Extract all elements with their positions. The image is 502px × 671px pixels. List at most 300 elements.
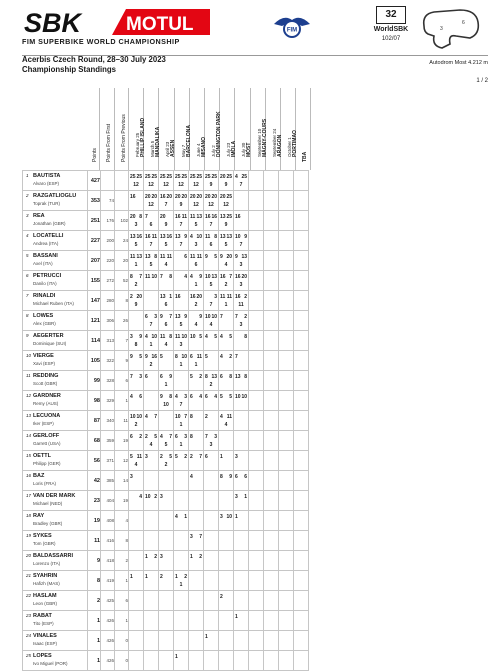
race2-points: 9 <box>139 334 142 340</box>
round-result-cell <box>234 191 249 211</box>
rider-name: RAY <box>33 513 45 519</box>
race1-points: 9 <box>205 254 208 260</box>
race1-points: 7 <box>160 274 163 280</box>
round-result-cell <box>234 331 249 351</box>
round-result-cell <box>159 511 174 531</box>
race1-points: 13 <box>160 234 166 240</box>
table-row <box>23 531 309 551</box>
superpole-race-points: 3 <box>209 442 213 448</box>
rider-name: LOPES <box>33 653 52 659</box>
gap-previous-cell: 24 <box>115 231 129 251</box>
gap-previous-cell: 20 <box>115 251 129 271</box>
race1-points: 16 <box>145 234 151 240</box>
table-row <box>23 251 309 271</box>
round-date: February 25 <box>135 132 141 157</box>
race2-points: 8 <box>244 374 247 380</box>
race1-points: 1 <box>130 574 133 580</box>
race1-points: 20 <box>145 194 151 200</box>
rider-firstname-nation: Isaac (ESP) <box>33 641 58 646</box>
round-result-cell <box>234 351 249 371</box>
race2-points: 7 <box>169 434 172 440</box>
round-column-header <box>144 88 162 170</box>
race1-points: 3 <box>235 454 238 460</box>
race1-points: 3 <box>160 554 163 560</box>
page-title: Championship Standings <box>22 65 116 74</box>
race1-points: 8 <box>130 274 133 280</box>
rider-position: 20 <box>26 553 32 558</box>
round-result-cell <box>144 611 159 631</box>
round-result-cell <box>159 411 174 431</box>
round-result-cell <box>234 211 249 231</box>
race2-points: 20 <box>226 254 232 260</box>
rider-firstname-nation: Leon (GBR) <box>33 601 58 606</box>
gap-previous-cell: 0 <box>115 631 129 651</box>
round-result-cell <box>129 291 144 311</box>
race1-points: 7 <box>205 434 208 440</box>
race2-points: 5 <box>229 334 232 340</box>
round-result-cell <box>189 631 204 651</box>
rider-position: 4 <box>26 233 29 238</box>
race1-points: 6 <box>220 374 223 380</box>
round-result-cell <box>189 171 204 191</box>
rider-cell <box>23 511 88 531</box>
rider-firstname-nation: Lorenzo (ITA) <box>33 561 61 566</box>
round-result-cell <box>264 391 279 411</box>
round-result-cell <box>204 231 219 251</box>
round-result-cell <box>279 611 294 631</box>
round-name: BARCELONA <box>185 124 192 157</box>
race1-points: 6 <box>205 454 208 460</box>
gap-first-cell: 404 <box>101 491 115 511</box>
race1-points: 13 <box>160 294 166 300</box>
race1-points: 11 <box>190 254 196 260</box>
rider-position: 16 <box>26 473 32 478</box>
race1-points: 5 <box>190 374 193 380</box>
round-result-cell <box>144 471 159 491</box>
race2-points: 4 <box>184 274 187 280</box>
race2-points: 11 <box>196 354 202 360</box>
round-result-cell <box>234 611 249 631</box>
race2-points: 3 <box>184 434 187 440</box>
gap-first-cell: 426 <box>101 631 115 651</box>
round-result-cell <box>159 351 174 371</box>
round-result-cell <box>204 571 219 591</box>
superpole-race-points: 1 <box>179 422 183 428</box>
round-result-cell <box>249 331 264 351</box>
round-result-cell <box>234 251 249 271</box>
round-result-cell <box>159 331 174 351</box>
svg-text:FIM: FIM <box>286 27 298 34</box>
race2-points: 20 <box>181 194 187 200</box>
race1-points: 2 <box>130 294 133 300</box>
points-cell: 114 <box>88 331 101 351</box>
round-result-cell <box>159 591 174 611</box>
race1-points: 1 <box>145 554 148 560</box>
round-result-cell <box>264 431 279 451</box>
round-column-header <box>266 88 281 170</box>
race2-points: 13 <box>136 254 142 260</box>
round-result-cell <box>294 291 309 311</box>
table-row <box>23 391 309 411</box>
superpole-race-points: 4 <box>224 262 228 268</box>
race2-points: 1 <box>169 294 172 300</box>
rider-firstname-nation: Bradley (GBR) <box>33 521 63 526</box>
race2-points: 13 <box>241 254 247 260</box>
rider-cell <box>23 291 88 311</box>
rider-name: HASLAM <box>33 593 57 599</box>
gap-first-cell: 306 <box>101 311 115 331</box>
rider-cell <box>23 251 88 271</box>
race1-points: 13 <box>235 374 241 380</box>
round-result-cell <box>279 291 294 311</box>
race1-points: 13 <box>220 234 226 240</box>
round-column-header <box>281 88 299 170</box>
rider-name: BAUTISTA <box>33 173 61 179</box>
rider-position: 9 <box>26 333 29 338</box>
race2-points: 25 <box>166 174 172 180</box>
gap-previous-cell: 52 <box>115 271 129 291</box>
round-result-cell <box>249 291 264 311</box>
race1-points: 4 <box>175 394 178 400</box>
round-result-cell <box>159 531 174 551</box>
rider-name: VAN DER MARK <box>33 493 76 499</box>
round-result-cell <box>189 251 204 271</box>
round-result-cell <box>159 451 174 471</box>
race1-points: 25 <box>130 174 136 180</box>
superpole-race-points: 9 <box>179 202 183 208</box>
rider-position: 19 <box>26 533 32 538</box>
race1-points: 4 <box>190 274 193 280</box>
table-row <box>23 291 309 311</box>
race2-points: 7 <box>169 314 172 320</box>
rider-firstname-nation: Loris (FRA) <box>33 481 57 486</box>
round-result-cell <box>279 391 294 411</box>
rider-firstname-nation: Alex (GBR) <box>33 321 56 326</box>
round-result-cell <box>219 271 234 291</box>
race1-points: 6 <box>160 374 163 380</box>
points-cell: 98 <box>88 391 101 411</box>
race2-points: 7 <box>199 534 202 540</box>
rider-cell <box>23 391 88 411</box>
rider-cell <box>23 451 88 471</box>
rider-position: 11 <box>26 373 31 378</box>
round-result-cell <box>294 591 309 611</box>
round-result-cell <box>189 531 204 551</box>
table-row <box>23 211 309 231</box>
round-result-cell <box>219 251 234 271</box>
round-result-cell <box>219 551 234 571</box>
svg-text:MOTUL: MOTUL <box>126 14 194 35</box>
round-result-cell <box>159 231 174 251</box>
round-result-cell <box>189 391 204 411</box>
race1-points: 6 <box>235 474 238 480</box>
superpole-race-points: 12 <box>148 202 154 208</box>
race2-points: 6 <box>139 394 142 400</box>
round-result-cell <box>144 331 159 351</box>
round-result-cell <box>189 571 204 591</box>
rider-position: 25 <box>26 653 32 658</box>
race2-points: 10 <box>181 354 187 360</box>
race1-points: 11 <box>205 234 211 240</box>
round-result-cell <box>219 351 234 371</box>
round-result-cell <box>144 291 159 311</box>
rider-name: LOWES <box>33 313 54 319</box>
race2-points: 20 <box>166 194 172 200</box>
race2-points: 5 <box>139 354 142 360</box>
rider-position: 1 <box>26 173 29 178</box>
round-column-header <box>129 88 147 170</box>
round-result-cell <box>249 231 264 251</box>
points-cell: 11 <box>88 531 101 551</box>
superpole-race-points: 3 <box>179 342 183 348</box>
points-cell: 353 <box>88 191 101 211</box>
rider-name: RAZGATLIOGLU <box>33 193 77 199</box>
rider-name: REA <box>33 213 45 219</box>
round-date: June 4 <box>195 143 201 157</box>
round-result-cell <box>144 191 159 211</box>
round-result-cell <box>174 511 189 531</box>
race1-points: 9 <box>160 394 163 400</box>
round-result-cell <box>189 291 204 311</box>
round-result-cell <box>219 451 234 471</box>
document-id: 102/07 <box>381 36 401 42</box>
race1-points: 4 <box>130 394 133 400</box>
rider-cell <box>23 411 88 431</box>
round-result-cell <box>219 371 234 391</box>
round-result-cell <box>189 331 204 351</box>
round-name: ASSEN <box>170 139 177 157</box>
points-cell: 121 <box>88 311 101 331</box>
round-result-cell <box>174 591 189 611</box>
race1-points: 2 <box>220 594 223 600</box>
race1-points: 25 <box>175 174 181 180</box>
superpole-race-points: 9 <box>134 302 138 308</box>
race2-points: 10 <box>241 394 247 400</box>
superpole-race-points: 7 <box>239 242 243 248</box>
round-result-cell <box>249 451 264 471</box>
race1-points: 1 <box>205 634 208 640</box>
round-result-cell <box>159 311 174 331</box>
table-row <box>23 551 309 571</box>
round-result-cell <box>144 531 159 551</box>
rider-firstname-nation: Tito (ESP) <box>33 621 54 626</box>
round-result-cell <box>294 491 309 511</box>
round-result-cell <box>219 311 234 331</box>
race2-points: 11 <box>151 234 157 240</box>
round-result-cell <box>234 551 249 571</box>
round-result-cell <box>144 551 159 571</box>
gap-first-cell: 74 <box>101 191 115 211</box>
race1-points: 7 <box>235 314 238 320</box>
round-result-cell <box>174 191 189 211</box>
rider-cell <box>23 471 88 491</box>
rider-cell <box>23 611 88 631</box>
track-map-icon <box>418 6 484 52</box>
superpole-race-points: 11 <box>238 302 244 308</box>
round-result-cell <box>174 291 189 311</box>
table-row <box>23 511 309 531</box>
superpole-race-points: 2 <box>149 362 153 368</box>
points-cell: 147 <box>88 291 101 311</box>
race2-points: 2 <box>199 374 202 380</box>
points-cell: 227 <box>88 231 101 251</box>
round-result-cell <box>294 651 309 671</box>
superpole-race-points: 2 <box>164 462 168 468</box>
round-result-cell <box>189 411 204 431</box>
points-cell: 9 <box>88 551 101 571</box>
superpole-race-points: 7 <box>239 182 243 188</box>
round-result-cell <box>204 471 219 491</box>
race2-points: 2 <box>154 494 157 500</box>
round-result-cell <box>204 631 219 651</box>
gap-first-cell: 272 <box>101 271 115 291</box>
round-result-cell <box>144 231 159 251</box>
round-result-cell <box>264 331 279 351</box>
race1-points: 13 <box>145 254 151 260</box>
superpole-race-points: 5 <box>194 222 198 228</box>
race2-points: 16 <box>151 354 157 360</box>
round-name: PORTIMAO <box>292 129 299 157</box>
points-header-label: Points <box>91 147 98 162</box>
race1-points: 9 <box>235 254 238 260</box>
superpole-race-points: 5 <box>179 322 183 328</box>
round-result-cell <box>234 411 249 431</box>
round-result-cell <box>264 291 279 311</box>
superpole-race-points: 6 <box>164 302 168 308</box>
superpole-race-points: 2 <box>209 382 213 388</box>
track-caption: Autodrom Most 4.212 m <box>429 60 488 66</box>
gap-first-cell <box>101 171 115 191</box>
gap-first-cell: 340 <box>101 411 115 431</box>
rider-cell <box>23 491 88 511</box>
gap-previous-cell: 11 <box>115 411 129 431</box>
round-result-cell <box>204 251 219 271</box>
superpole-race-points: 5 <box>224 242 228 248</box>
points-cell: 427 <box>88 171 101 191</box>
race2-points: 20 <box>151 194 157 200</box>
race2-points: 11 <box>226 294 232 300</box>
round-result-cell <box>129 511 144 531</box>
from-first-column-header <box>100 88 115 170</box>
round-name: IMOLA <box>231 140 238 157</box>
round-column-header <box>220 88 238 170</box>
rider-firstname-nation: Iker (ESP) <box>33 421 54 426</box>
race2-points: 25 <box>211 174 217 180</box>
round-result-cell <box>174 211 189 231</box>
rider-name: BAZ <box>33 473 45 479</box>
race1-points: 2 <box>205 414 208 420</box>
round-result-cell <box>159 191 174 211</box>
table-row <box>23 491 309 511</box>
round-date: May 7 <box>180 144 186 157</box>
round-result-cell <box>249 411 264 431</box>
from-previous-column-header <box>115 88 129 170</box>
race1-points: 8 <box>175 354 178 360</box>
round-result-cell <box>159 271 174 291</box>
round-result-cell <box>144 451 159 471</box>
rider-cell <box>23 551 88 571</box>
superpole-race-points: 1 <box>134 262 138 268</box>
sbk-motul-logo-graphic <box>22 8 212 36</box>
superpole-race-points: 4 <box>164 262 168 268</box>
round-result-cell <box>234 231 249 251</box>
table-row <box>23 651 309 671</box>
race1-points: 4 <box>145 414 148 420</box>
rider-cell <box>23 631 88 651</box>
round-result-cell <box>174 271 189 291</box>
gap-previous-cell <box>115 171 129 191</box>
race1-points: 5 <box>175 454 178 460</box>
round-result-cell <box>279 191 294 211</box>
round-result-cell <box>264 651 279 671</box>
rider-firstname-nation: Tom (GBR) <box>33 541 56 546</box>
round-result-cell <box>234 471 249 491</box>
race2-points: 3 <box>214 434 217 440</box>
race1-points: 2 <box>160 574 163 580</box>
round-result-cell <box>279 251 294 271</box>
round-result-cell <box>264 211 279 231</box>
round-result-cell <box>264 311 279 331</box>
round-result-cell <box>219 611 234 631</box>
race2-points: 8 <box>214 234 217 240</box>
round-number-box: 32 <box>376 6 406 24</box>
points-cell: 1 <box>88 611 101 631</box>
round-date: July 2 <box>211 144 217 157</box>
race1-points: 13 <box>175 234 181 240</box>
round-result-cell <box>264 451 279 471</box>
rider-position: 3 <box>26 213 29 218</box>
superpole-race-points: 2 <box>194 302 198 308</box>
rider-position: 6 <box>26 273 29 278</box>
round-result-cell <box>189 551 204 571</box>
points-cell: 207 <box>88 251 101 271</box>
superpole-race-points: 7 <box>179 242 183 248</box>
points-cell: 87 <box>88 411 101 431</box>
round-result-cell <box>204 291 219 311</box>
rider-name: RABAT <box>33 613 52 619</box>
round-result-cell <box>219 191 234 211</box>
race2-points: 7 <box>154 414 157 420</box>
round-result-cell <box>234 631 249 651</box>
round-result-cell <box>159 471 174 491</box>
round-result-cell <box>279 211 294 231</box>
race1-points: 6 <box>145 314 148 320</box>
gap-previous-cell: 9 <box>115 351 129 371</box>
gap-first-cell: 329 <box>101 391 115 411</box>
race2-points: 20 <box>196 294 202 300</box>
race1-points: 3 <box>160 494 163 500</box>
round-result-cell <box>219 171 234 191</box>
round-result-cell <box>279 411 294 431</box>
race1-points: 10 <box>130 414 136 420</box>
round-result-cell <box>129 531 144 551</box>
superpole-race-points: 6 <box>209 242 213 248</box>
superpole-race-points: 8 <box>134 342 138 348</box>
round-result-cell <box>159 651 174 671</box>
gap-first-cell: 313 <box>101 331 115 351</box>
round-result-cell <box>264 531 279 551</box>
round-result-cell <box>159 291 174 311</box>
race2-points: 11 <box>166 254 172 260</box>
gap-previous-cell: 19 <box>115 431 129 451</box>
table-row <box>23 271 309 291</box>
round-result-cell <box>249 351 264 371</box>
race1-points: 16 <box>190 294 196 300</box>
race1-points: 6 <box>130 434 133 440</box>
round-result-cell <box>174 531 189 551</box>
rider-firstname-nation: Toprak (TUR) <box>33 201 61 206</box>
gap-previous-cell <box>115 191 129 211</box>
